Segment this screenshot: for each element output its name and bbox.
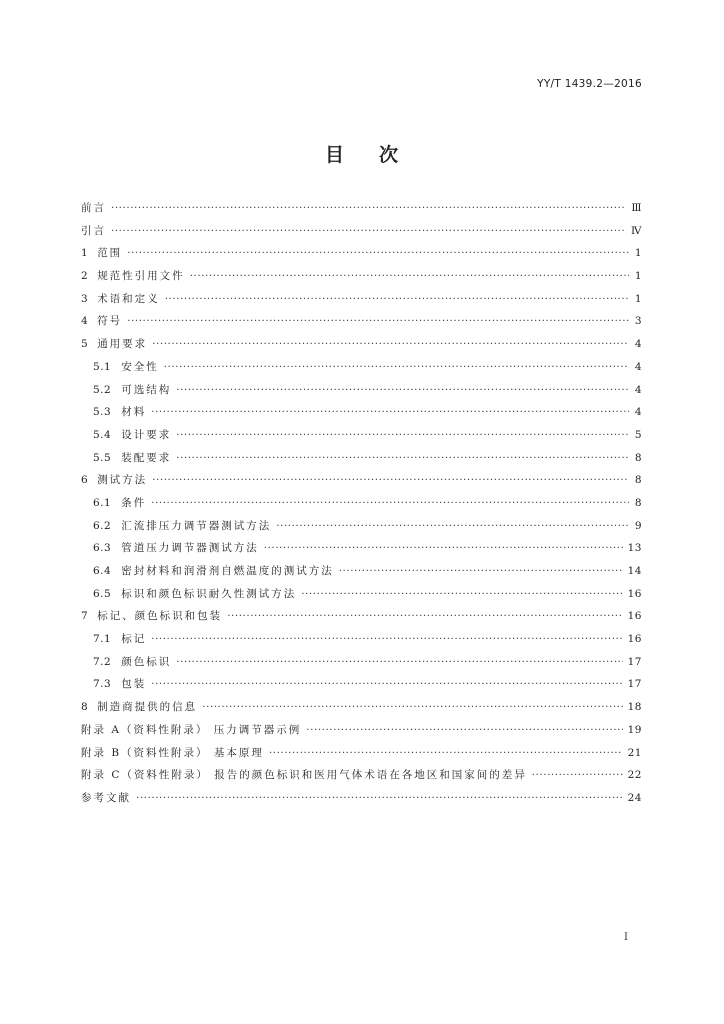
toc-entry-title: 附录 C（资料性附录） 报告的颜色标识和医用气体术语在各地区和国家间的差异 — [81, 769, 527, 782]
toc-entry-page: 17 — [627, 678, 642, 691]
toc-entry[interactable] — [81, 469, 642, 492]
toc-entry-page: 1 — [634, 247, 642, 260]
toc-entry[interactable] — [81, 605, 642, 628]
toc-entry-number: 6.4 — [93, 565, 112, 577]
toc-entry-title: 标识和颜色标识耐久性测试方法 — [121, 587, 297, 600]
page-title-right: 次 — [379, 144, 400, 166]
toc-leader-dots — [136, 787, 623, 810]
toc-entry-number: 5.5 — [93, 451, 112, 464]
toc-entry-title: 术语和定义 — [97, 292, 160, 305]
toc-leader-dots — [164, 356, 629, 379]
toc-entry[interactable] — [81, 220, 642, 243]
toc-entry[interactable] — [81, 310, 642, 333]
toc-entry-title: 附录 B（资料性附录） 基本原理 — [81, 746, 264, 759]
toc-entry-title: 参考文献 — [81, 791, 131, 804]
toc-leader-dots — [301, 583, 622, 606]
toc-leader-dots — [176, 447, 629, 470]
toc-entry[interactable] — [81, 537, 642, 560]
toc-entry-page: 8 — [634, 474, 642, 487]
toc-entry-page: 16 — [627, 633, 642, 646]
toc-entry-page: 24 — [627, 791, 642, 804]
toc-leader-dots — [339, 560, 623, 583]
toc-entry-page: 1 — [634, 292, 642, 305]
toc-entry-number: 1 — [81, 247, 89, 260]
toc-leader-dots — [276, 515, 629, 538]
toc-entry[interactable] — [81, 628, 642, 651]
toc-entry-title: 测试方法 — [97, 474, 148, 487]
toc-entry-title: 设计要求 — [121, 428, 172, 441]
toc-entry-title: 标记、颜色标识和包装 — [97, 610, 223, 623]
toc-leader-dots — [176, 651, 622, 674]
toc-entry-page: 4 — [634, 383, 642, 396]
toc-entry-page: 16 — [627, 610, 642, 623]
toc-leader-dots — [111, 197, 626, 220]
toc-leader-dots — [190, 265, 629, 288]
toc-entry-title: 安全性 — [121, 360, 159, 373]
toc-entry-page: 13 — [627, 542, 642, 555]
toc-entry[interactable] — [81, 197, 642, 220]
toc-entry-page: 14 — [627, 565, 642, 577]
toc-leader-dots — [127, 242, 629, 265]
toc-entry[interactable] — [81, 651, 642, 674]
toc-leader-dots — [227, 605, 622, 628]
toc-entry-page: 4 — [634, 406, 642, 419]
toc-entry-page: 18 — [627, 701, 642, 714]
toc-leader-dots — [152, 469, 629, 492]
toc-entry-number: 8 — [81, 701, 89, 714]
toc-entry[interactable] — [81, 265, 642, 288]
toc-entry[interactable] — [81, 447, 642, 470]
toc-entry[interactable] — [81, 583, 642, 606]
toc-entry-page: 4 — [634, 360, 642, 373]
toc-entry-title: 通用要求 — [97, 338, 148, 351]
toc-entry-number: 3 — [81, 292, 89, 305]
toc-entry-number: 5.4 — [93, 428, 112, 441]
toc-leader-dots — [176, 379, 629, 402]
toc-entry-title: 管道压力调节器测试方法 — [121, 542, 259, 555]
toc-entry-title: 范围 — [97, 247, 123, 260]
toc-leader-dots — [151, 401, 629, 424]
toc-entry-number: 7.3 — [93, 678, 112, 691]
toc-entry-title: 引言 — [81, 224, 106, 237]
toc-entry-page: 3 — [634, 315, 642, 328]
page-number: I — [624, 932, 628, 943]
toc-entry-title: 前言 — [81, 202, 106, 214]
toc-entry-title: 颜色标识 — [121, 655, 172, 668]
toc-entry-number: 6.3 — [93, 542, 112, 555]
toc-leader-dots — [264, 537, 623, 560]
toc-leader-dots — [127, 310, 629, 333]
toc-entry-page: 8 — [634, 451, 642, 464]
toc-entry[interactable] — [81, 424, 642, 447]
toc-leader-dots — [151, 628, 622, 651]
page-title — [0, 140, 724, 167]
toc-entry[interactable] — [81, 719, 642, 742]
toc-entry-number: 5.1 — [93, 360, 112, 373]
toc-entry[interactable] — [81, 742, 642, 765]
toc-entry-page: 17 — [627, 655, 642, 668]
toc-entry[interactable] — [81, 764, 642, 787]
toc-leader-dots — [151, 673, 622, 696]
toc-entry[interactable] — [81, 515, 642, 538]
toc-leader-dots — [111, 220, 626, 243]
toc-entry-page: 4 — [634, 338, 642, 351]
toc-entry[interactable] — [81, 356, 642, 379]
toc-entry-number: 7 — [81, 610, 89, 623]
toc-entry-number: 7.1 — [93, 633, 112, 646]
toc-entry-title: 条件 — [121, 496, 147, 509]
toc-entry-page: 5 — [634, 428, 642, 441]
toc-entry-page: 19 — [627, 723, 642, 736]
toc-entry-number: 6.2 — [93, 519, 112, 532]
toc-entry[interactable] — [81, 242, 642, 265]
toc-entry-page: 16 — [627, 587, 642, 600]
table-of-contents — [81, 197, 642, 810]
toc-entry-title: 附录 A（资料性附录） 压力调节器示例 — [81, 723, 302, 736]
toc-leader-dots — [151, 492, 629, 515]
toc-leader-dots — [165, 288, 629, 311]
toc-entry-title: 材料 — [121, 406, 147, 419]
toc-entry-number: 7.2 — [93, 655, 112, 668]
toc-leader-dots — [202, 696, 622, 719]
toc-entry[interactable] — [81, 492, 642, 515]
toc-leader-dots — [152, 333, 629, 356]
toc-entry-number: 2 — [81, 270, 89, 283]
standard-code: YY/T 1439.2—2016 — [537, 78, 642, 90]
toc-entry[interactable] — [81, 787, 642, 810]
toc-entry-title: 装配要求 — [121, 451, 172, 464]
toc-entry-page: 1 — [634, 270, 642, 283]
toc-leader-dots — [306, 719, 622, 742]
toc-entry-number: 5.2 — [93, 383, 112, 396]
toc-entry-title: 规范性引用文件 — [97, 270, 185, 283]
toc-entry-number: 4 — [81, 315, 89, 328]
toc-entry[interactable] — [81, 696, 642, 719]
toc-entry[interactable] — [81, 560, 642, 583]
toc-leader-dots — [176, 424, 629, 447]
toc-leader-dots — [269, 742, 623, 765]
toc-entry-title: 包装 — [121, 678, 147, 691]
toc-entry-number: 5.3 — [93, 406, 112, 419]
toc-entry[interactable] — [81, 673, 642, 696]
toc-entry-title: 密封材料和润滑剂自燃温度的测试方法 — [121, 565, 334, 577]
toc-entry[interactable] — [81, 379, 642, 402]
page-title-left: 目 — [324, 144, 345, 166]
toc-entry-number: 6.1 — [93, 496, 112, 509]
toc-entry-page: Ⅲ — [631, 202, 642, 214]
toc-entry-number: 6 — [81, 474, 89, 487]
toc-entry-title: 符号 — [97, 315, 123, 328]
toc-entry-title: 制造商提供的信息 — [97, 701, 198, 714]
toc-entry-page: Ⅳ — [631, 224, 642, 237]
toc-leader-dots — [532, 764, 623, 787]
toc-entry[interactable] — [81, 288, 642, 311]
toc-entry-page: 8 — [634, 496, 642, 509]
toc-entry-number: 6.5 — [93, 587, 112, 600]
toc-entry-title: 汇流排压力调节器测试方法 — [121, 519, 272, 532]
toc-entry-title: 可选结构 — [121, 383, 172, 396]
toc-entry-page: 21 — [627, 746, 642, 759]
toc-entry-page: 9 — [634, 519, 642, 532]
toc-entry-number: 5 — [81, 338, 89, 351]
toc-entry-title: 标记 — [121, 633, 147, 646]
toc-entry-page: 22 — [627, 769, 642, 782]
toc-entry[interactable] — [81, 333, 642, 356]
toc-entry[interactable] — [81, 401, 642, 424]
